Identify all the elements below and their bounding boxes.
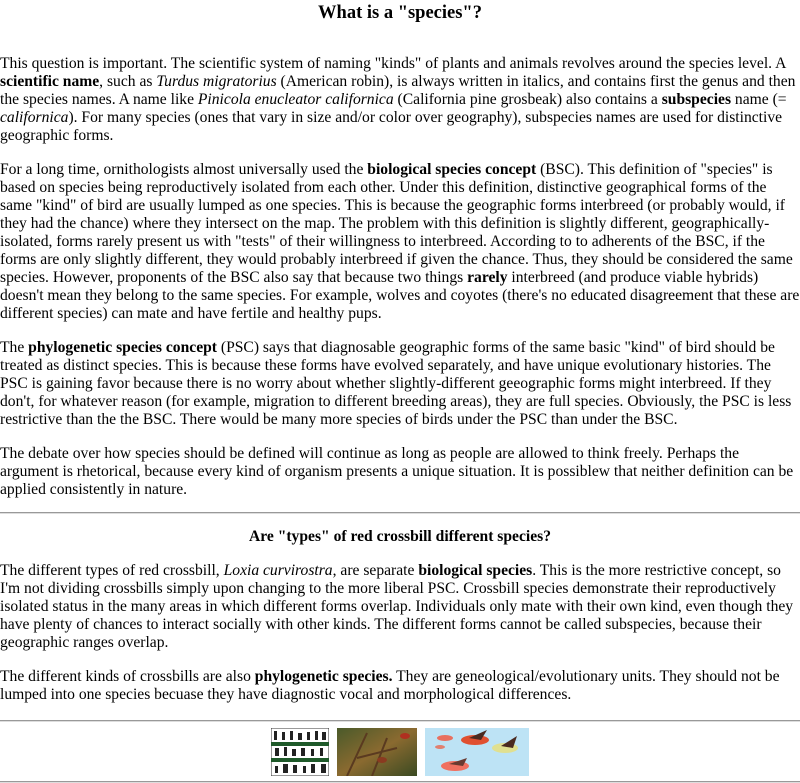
text-run: This question is important. The scientific system of naming "kinds" of plants and animals revolves around the species level. A — [0, 55, 786, 72]
divider — [0, 512, 800, 514]
text-run: , such as — [99, 73, 157, 90]
paragraph — [0, 339, 800, 429]
bold-term: scientific name — [0, 73, 100, 90]
text-run: The different kinds of crossbills are also — [0, 668, 255, 685]
page-title: What is a "species"? — [318, 3, 482, 23]
text-run: name (= — [731, 91, 787, 108]
crossbill-section — [0, 562, 800, 704]
species-definition-section — [0, 55, 800, 499]
bold-term: rarely — [467, 269, 508, 286]
text-run: interbreed (and produce viable hybrids) doesn't mean they belong to the same species. For example, wolves and coyotes (there's no educated disagreement that these are different species) can mate and have fertile and healthy pups. — [0, 269, 800, 322]
text-run: They are geneological/evolutionary units. They should not be lumped into one species becuase they have diagnostic vocal and morphological differences. — [0, 668, 780, 703]
text-run: ). For many species (ones that vary in size and/or color over geography), subspecies names are used for distinctive geographic forms. — [0, 109, 783, 144]
bold-term: biological species — [418, 562, 533, 579]
bold-term: phylogenetic species concept — [28, 339, 217, 356]
text-run: The debate over how species should be defined will continue as long as people are allowed to think freely. Perhaps the argument is rhetorical, because every kind of organism presents a unique situation. It is possiblew that neither definition can be applied consistently in nature. — [0, 445, 794, 498]
italic-name: californica — [0, 109, 69, 126]
text-run: , are separate — [332, 562, 419, 579]
paragraph — [0, 668, 800, 704]
paragraph — [0, 55, 800, 145]
bold-term: biological species concept — [367, 161, 537, 178]
italic-name: Pinicola enucleator californica — [197, 91, 394, 108]
image-links-row — [0, 722, 800, 781]
paragraph — [0, 161, 800, 323]
italic-name: Loxia curvirostra — [223, 562, 333, 579]
crossbill-painting-image[interactable] — [337, 728, 417, 776]
section-heading-crossbill: Are "types" of red crossbill different species? — [248, 528, 551, 545]
text-run: The different types of red crossbill, — [0, 562, 224, 579]
crossbill-silhouette-chart-image[interactable] — [271, 728, 329, 776]
text-run: For a long time, ornithologists almost universally used the — [0, 161, 368, 178]
paragraph — [0, 445, 800, 499]
text-run: The — [0, 339, 29, 356]
text-run: (PSC) says that diagnosable geographic forms of the same basic "kind" of bird should be treated as distinct species. This is because these forms have evolved separately, and have unique evolutionary histories. The PSC is gaining favor because there is no worry about whether slightly-different geeographic forms might interbreed. If they don't, for whatever reason (for example, migration to different breeding areas), they are full species. Obviously, the PSC is less restrictive than the the BSC. There would be many more species of birds under the PSC than under the BSC. — [0, 339, 792, 428]
text-run: (BSC). This definition of "species" is based on species being reproductively isolated from each other. Under this definition, distinctive geographical forms of the same "kind" of bird are usually lumped as one species. This is because the geographic forms interbreed (or probably would, if they had the chance) where they intersect on the map. The problem with this definition is slightly different, geographically-isolated, forms rarely present us with "tests" of their willingness to interbreed. According to to adherents of the BSC, if the forms are only slightly different, they would probably interbreed if given the chance. Thus, they should be considered the same species. However, proponents of the BSC also say that because two things — [0, 161, 793, 286]
flying-crossbills-illustration-image[interactable] — [425, 728, 529, 776]
text-run: (American robin), is always written in italics, and contains first the genus and then the species names. A name like — [0, 73, 796, 108]
text-run: (California pine grosbeak) also contains a — [393, 91, 662, 108]
bold-term: subspecies — [661, 91, 732, 108]
bold-term: phylogenetic species. — [254, 668, 393, 685]
text-run: . This is the more restrictive concept, so I'm not dividing crossbills simply upon changing to the more liberal PSC. Crossbill species demonstrate their reproductively isolated status in the many areas in which different forms overlap. Individuals only mate with their own kind, even though they have plenty of chances to interact socially with other kinds. The different forms cannot be called subspecies, because their geographic ranges overlap. — [0, 562, 794, 651]
paragraph — [0, 562, 800, 652]
italic-name: Turdus migratorius — [156, 73, 277, 90]
